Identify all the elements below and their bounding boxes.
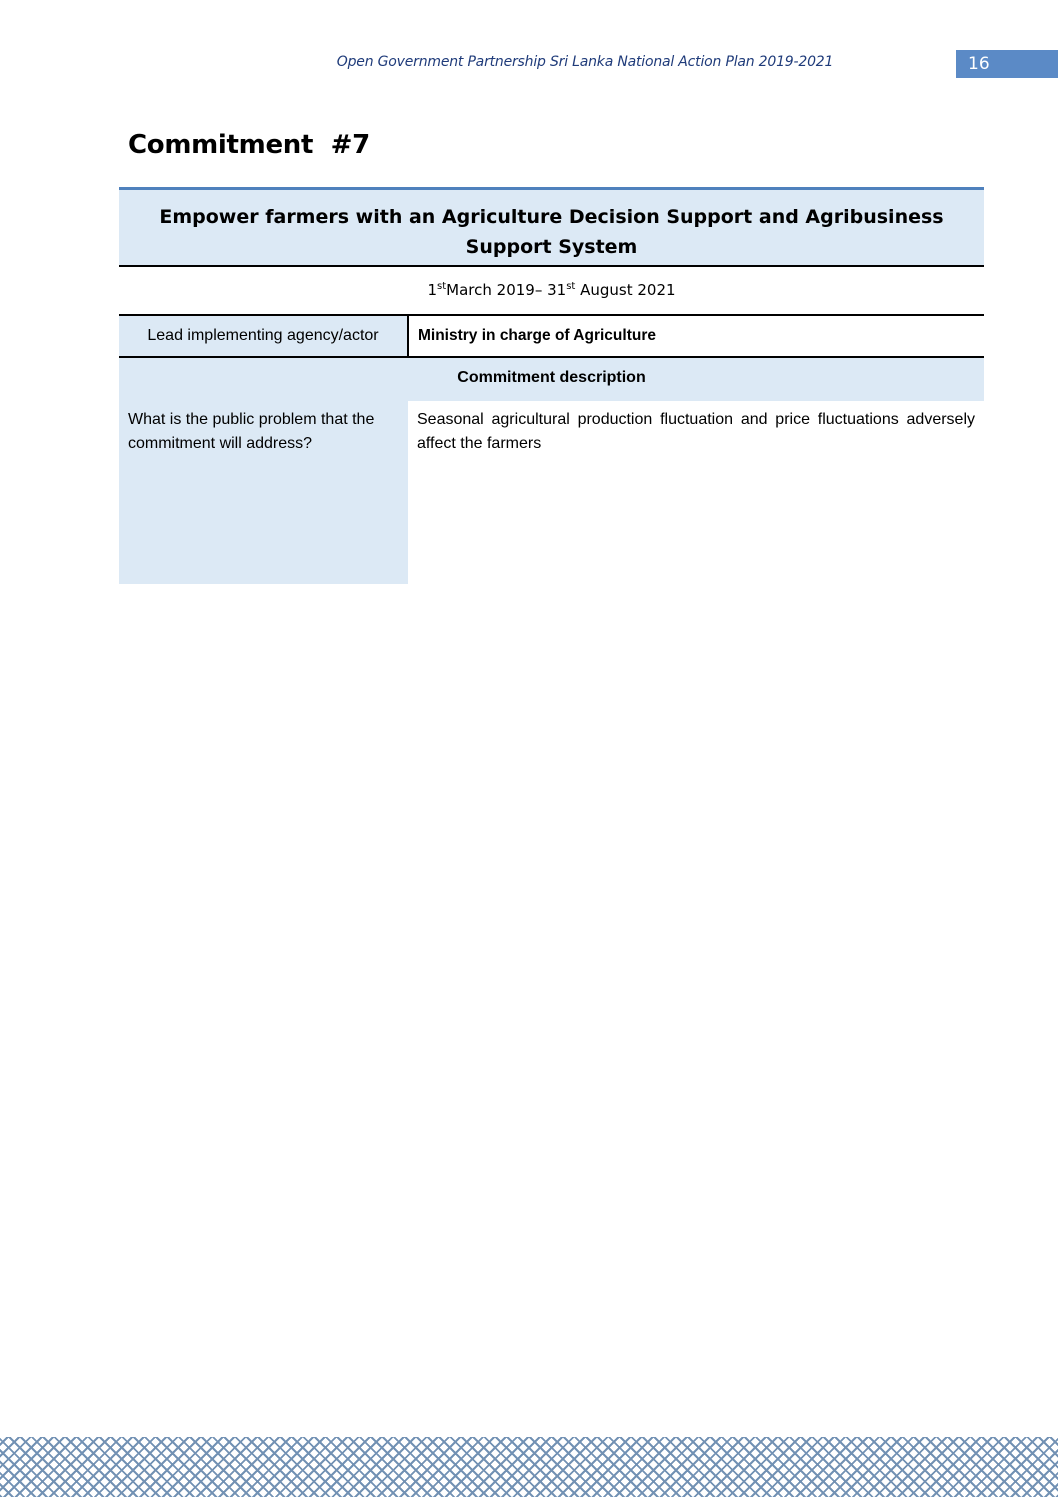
commitment-description-heading: Commitment description: [119, 358, 984, 401]
public-problem-row: [119, 401, 984, 584]
public-problem-value: Seasonal agricultural production fluctuation and price fluctuations adversely affect the farmers: [417, 411, 975, 452]
date-start-day: 1: [427, 281, 438, 299]
decorative-footer-pattern: [0, 1437, 1058, 1497]
commitment-date-range: [119, 267, 984, 315]
lead-agency-value: Ministry in charge of Agriculture: [418, 327, 656, 344]
running-header-title: Open Government Partnership Sri Lanka National Action Plan 2019-2021: [336, 54, 834, 70]
commitment-title: Empower farmers with an Agriculture Decision Support and Agribusiness Support System: [159, 206, 944, 258]
page-number-badge: 16: [956, 50, 1058, 78]
date-end-rest: August 2021: [575, 281, 676, 299]
lead-agency-row: [119, 314, 984, 358]
date-start-sup: st: [437, 281, 447, 292]
lead-agency-label: Lead implementing agency/actor: [119, 316, 409, 356]
date-end-sup: st: [566, 281, 576, 292]
public-problem-label: What is the public problem that the commitment will address?: [119, 401, 408, 584]
date-start-rest: March 2019– 31: [446, 281, 567, 299]
commitment-title-cell: [119, 187, 984, 267]
commitment-heading: Commitment #7: [128, 130, 370, 160]
